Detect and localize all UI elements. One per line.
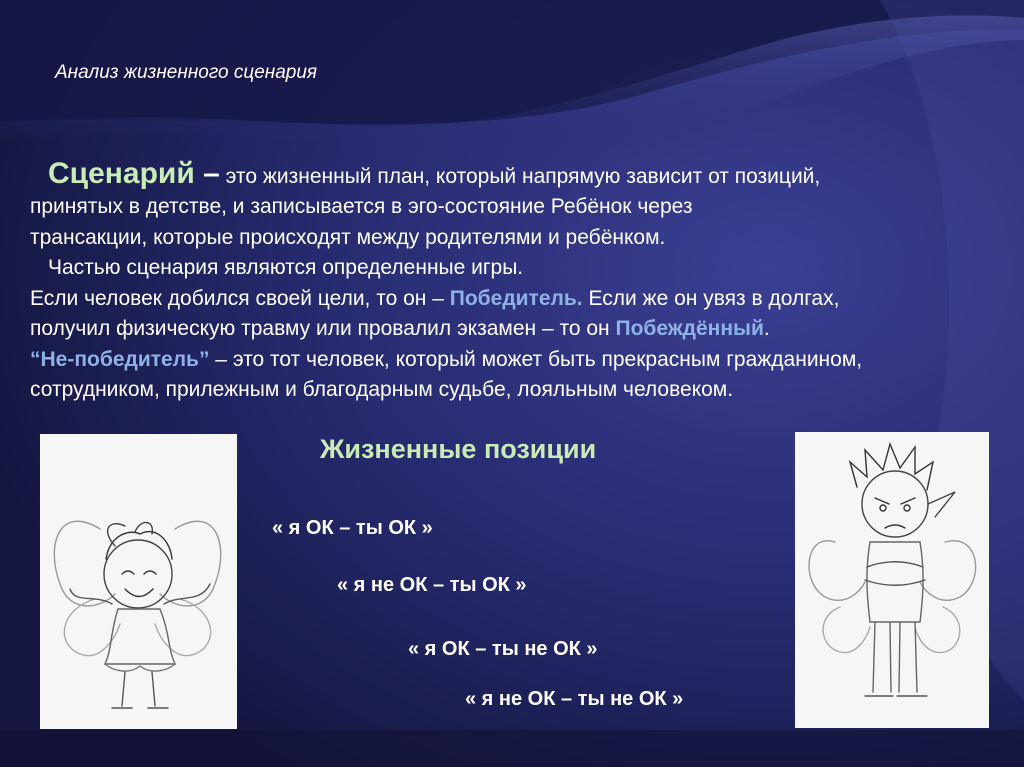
- line-5-start: Если человек добился своей цели, то он –: [30, 286, 450, 310]
- text-line-6: [30, 314, 1024, 345]
- text-line-3: трансакции, которые происходят между родителями и ребёнком.: [30, 225, 666, 249]
- term-non-winner: “Не-победитель”: [30, 347, 210, 371]
- position-item: « я ОК – ты ОК »: [272, 517, 433, 539]
- line-5-end: Если же он увяз в долгах,: [582, 286, 840, 310]
- happy-fairy-illustration: [40, 434, 237, 729]
- slide-title: Анализ жизненного сценария: [55, 62, 318, 83]
- line-6-start: получил физическую травму или провалил экзамен – то он: [30, 317, 616, 340]
- line-1-rest: это жизненный план, который напрямую зависит от позиций,: [219, 165, 821, 188]
- position-item: « я ОК – ты не ОК »: [408, 638, 598, 660]
- term-loser: Побеждённый: [615, 317, 764, 340]
- position-item: « я не ОК – ты не ОК »: [465, 688, 684, 710]
- term-scenario: Сценарий: [48, 157, 195, 190]
- position-item: « я не ОК – ты ОК »: [337, 574, 527, 596]
- term-winner: Победитель.: [449, 286, 583, 310]
- text-line-4: Частью сценария являются определенные игры.: [48, 256, 524, 279]
- text-line-1: [30, 156, 1024, 192]
- section-title: Жизненные позиции: [320, 434, 597, 464]
- grumpy-fairy-illustration: [795, 432, 989, 728]
- term-dash: –: [194, 157, 220, 190]
- line-6-end: .: [763, 317, 770, 340]
- text-line-2: принятых в детстве, и записывается в эго-состояние Ребёнок через: [30, 195, 693, 218]
- text-line-8: сотрудником, прилежным и благодарным судьбе, лояльным человеком.: [30, 378, 734, 401]
- text-line-5: [30, 284, 1024, 315]
- scenario-definition: [30, 156, 1024, 406]
- text-line-7: [30, 345, 1024, 376]
- line-7-end: – это тот человек, который может быть прекрасным гражданином,: [209, 347, 863, 371]
